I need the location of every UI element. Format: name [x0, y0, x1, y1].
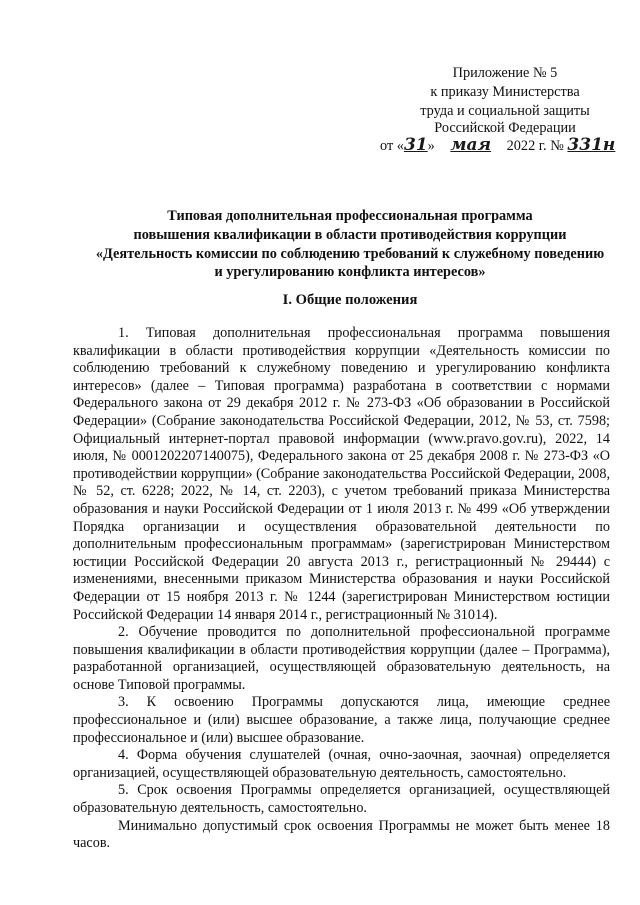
date-mid: » [427, 138, 439, 154]
paragraph-4: 4. Форма обучения слушателей (очная, очно-заочная, заочная) определяется организацией, осуществляющей образовательную деятельность, самостоятельно. [73, 747, 610, 781]
title-line-4: и урегулированию конфликта интересов» [214, 264, 486, 280]
paragraph-3: 3. К освоению Программы допускаются лица, имеющие среднее профессиональное и (или) высшее образование, а также лица, получающие среднее профессиональное и (или) высшее образование. [73, 694, 610, 746]
federation-line: Российской Федерации [434, 120, 576, 136]
ministry-name-line: труда и социальной защиты [420, 103, 590, 119]
order-date-line [380, 136, 615, 156]
handwritten-month: мая [450, 135, 492, 155]
document-body [73, 325, 610, 853]
title-line-2: повышения квалификации в области противодействия коррупции [133, 227, 567, 243]
date-suffix: 2022 г. № [503, 138, 568, 154]
handwritten-number: 331н [567, 135, 616, 155]
order-ministry-line: к приказу Министерства [430, 84, 580, 100]
handwritten-day: 31 [403, 135, 428, 155]
paragraph-5: 5. Срок освоения Программы определяется организацией, осуществляющей образовательную деятельность, самостоятельно. [73, 782, 610, 817]
date-prefix: от « [380, 138, 404, 154]
title-line-1: Типовая дополнительная профессиональная программа [167, 208, 533, 224]
section-heading: I. Общие положения [282, 292, 418, 308]
paragraph-6: Минимально допустимый срок освоения Программы не может быть менее 18 часов. [73, 817, 610, 852]
title-line-3: «Деятельность комиссии по соблюдению требований к служебному поведению [95, 246, 605, 262]
appendix-label: Приложение № 5 [452, 65, 558, 81]
paragraph-1: 1. Типовая дополнительная профессиональная программа повышения квалификации в области противодействия коррупции «Деятельность комиссии по соблюдению требований к служебному поведению и урегулированию конфликта интересов» (далее – Типовая программа) разработана в соответствии с нормами Федерального закона от 29 декабря 2012 г. № 273-ФЗ «Об образовании в Российской Федерации» (Собрание законодательства Российской Федерации, 2012, № 53, ст. 7598; Официальный интернет-портал правовой информации (www.pravo.gov.ru), 2022, 14 июля, № 0001202207140075), Федерального закона от 25 декабря 2008 г. № 273-ФЗ «О противодействии коррупции» (Собрание законодательства Российской Федерации, 2008, № 52, ст. 6228; 2022, № 14, ст. 2203), с учетом требований приказа Министерства образования и науки Российской Федерации от 1 июля 2013 г. № 499 «Об утверждении Порядка организации и осуществления образовательной деятельности по дополнительным профессиональным программам» (зарегистрирован Министерством юстиции Российской Федерации 20 августа 2013 г., регистрационный № 29444) с изменениями, внесенными приказом Министерства образования и науки Российской Федерации от 15 ноября 2013 г. № 1244 (зарегистрирован Министерством юстиции Российской Федерации 14 января 2014 г., регистрационный № 31014). [73, 325, 610, 623]
paragraph-2: 2. Обучение проводится по дополнительной профессиональной программе повышения квалификации в области противодействия коррупции (далее – Программа), разработанной организацией, осуществляющей образовательную деятельность, на основе Типовой программы. [73, 624, 610, 693]
